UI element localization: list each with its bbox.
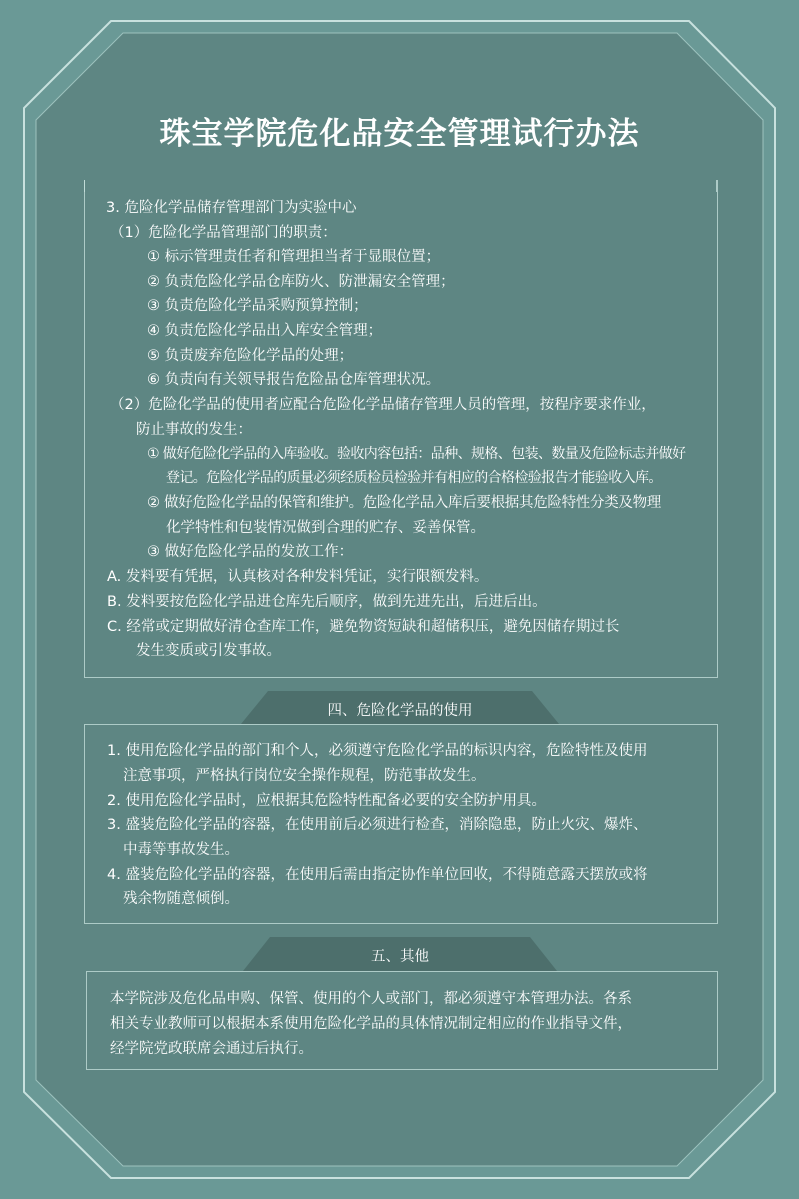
rule-item-b: B. 发料要按危险化学品进仓库先后顺序，做到先进先出，后进后出。 <box>107 594 547 610</box>
rule-item-c-cont: 发生变质或引发事故。 <box>136 643 281 659</box>
usage-item: 1. 使用危险化学品的部门和个人，必须遵守危险化学品的标识内容，危险特性及使用 <box>107 743 648 759</box>
user-duty-item-cont: 登记。危险化学品的质量必须经质检员检验并有相应的合格检验报告才能验收入库。 <box>166 470 662 486</box>
section3-heading: 3. 危险化学品储存管理部门为实验中心 <box>106 200 357 216</box>
user-duties-heading: （2）危险化学品的使用者应配合危险化学品储存管理人员的管理，按程序要求作业， <box>110 397 656 413</box>
user-duty-item: ① 做好危险化学品的入库验收。验收内容包括：品种、规格、包装、数量及危险标志并做好 <box>147 446 686 462</box>
usage-item: 4. 盛装危险化学品的容器，在使用后需由指定协作单位回收，不得随意露天摆放或将 <box>107 867 648 883</box>
duty-item: ③ 负责危险化学品采购预算控制； <box>147 298 368 314</box>
duty-item: ⑤ 负责废弃危险化学品的处理； <box>147 348 354 364</box>
duty-item: ⑥ 负责向有关领导报告危险品仓库管理状况。 <box>147 372 441 388</box>
duties-heading: （1）危险化学品管理部门的职责： <box>110 225 337 241</box>
usage-item-cont: 中毒等事故发生。 <box>123 842 239 858</box>
user-duty-item-cont: 化学特性和包装情况做到合理的贮存、妥善保管。 <box>166 520 485 536</box>
duty-item: ④ 负责危险化学品出入库安全管理； <box>147 323 383 339</box>
other-paragraph-line: 经学院党政联席会通过后执行。 <box>110 1041 313 1057</box>
usage-item: 3. 盛装危险化学品的容器，在使用前后必须进行检查，消除隐患，防止火灾、爆炸、 <box>107 817 648 833</box>
rule-item-a: A. 发料要有凭据，认真核对各种发料凭证，实行限额发料。 <box>107 569 489 585</box>
page-title: 珠宝学院危化品安全管理试行办法 <box>159 116 640 152</box>
user-duties-heading-cont: 防止事故的发生： <box>136 422 252 438</box>
section5-banner: 五、其他 <box>371 949 429 965</box>
other-paragraph-line: 相关专业教师可以根据本系使用危险化学品的具体情况制定相应的作业指导文件， <box>110 1016 632 1032</box>
duty-item: ① 标示管理责任者和管理担当者于显眼位置； <box>147 249 441 265</box>
rule-item-c: C. 经常或定期做好清仓查库工作，避免物资短缺和超储积压，避免因储存期过长 <box>107 619 620 635</box>
usage-item-cont: 残余物随意倾倒。 <box>123 891 239 907</box>
section4-banner: 四、危险化学品的使用 <box>327 703 473 719</box>
panel-corner-left <box>84 180 85 192</box>
duty-item: ② 负责危险化学品仓库防火、防泄漏安全管理； <box>147 274 455 290</box>
other-paragraph-line: 本学院涉及危化品申购、保管、使用的个人或部门，都必须遵守本管理办法。各系 <box>110 991 632 1007</box>
user-duty-item: ③ 做好危险化学品的发放工作： <box>147 544 354 560</box>
usage-item-cont: 注意事项，严格执行岗位安全操作规程，防范事故发生。 <box>123 768 486 784</box>
user-duty-item: ② 做好危险化学品的保管和维护。危险化学品入库后要根据其危险特性分类及物理 <box>147 495 662 511</box>
panel-corner-right <box>716 180 717 192</box>
usage-item: 2. 使用危险化学品时，应根据其危险特性配备必要的安全防护用具。 <box>107 793 546 809</box>
